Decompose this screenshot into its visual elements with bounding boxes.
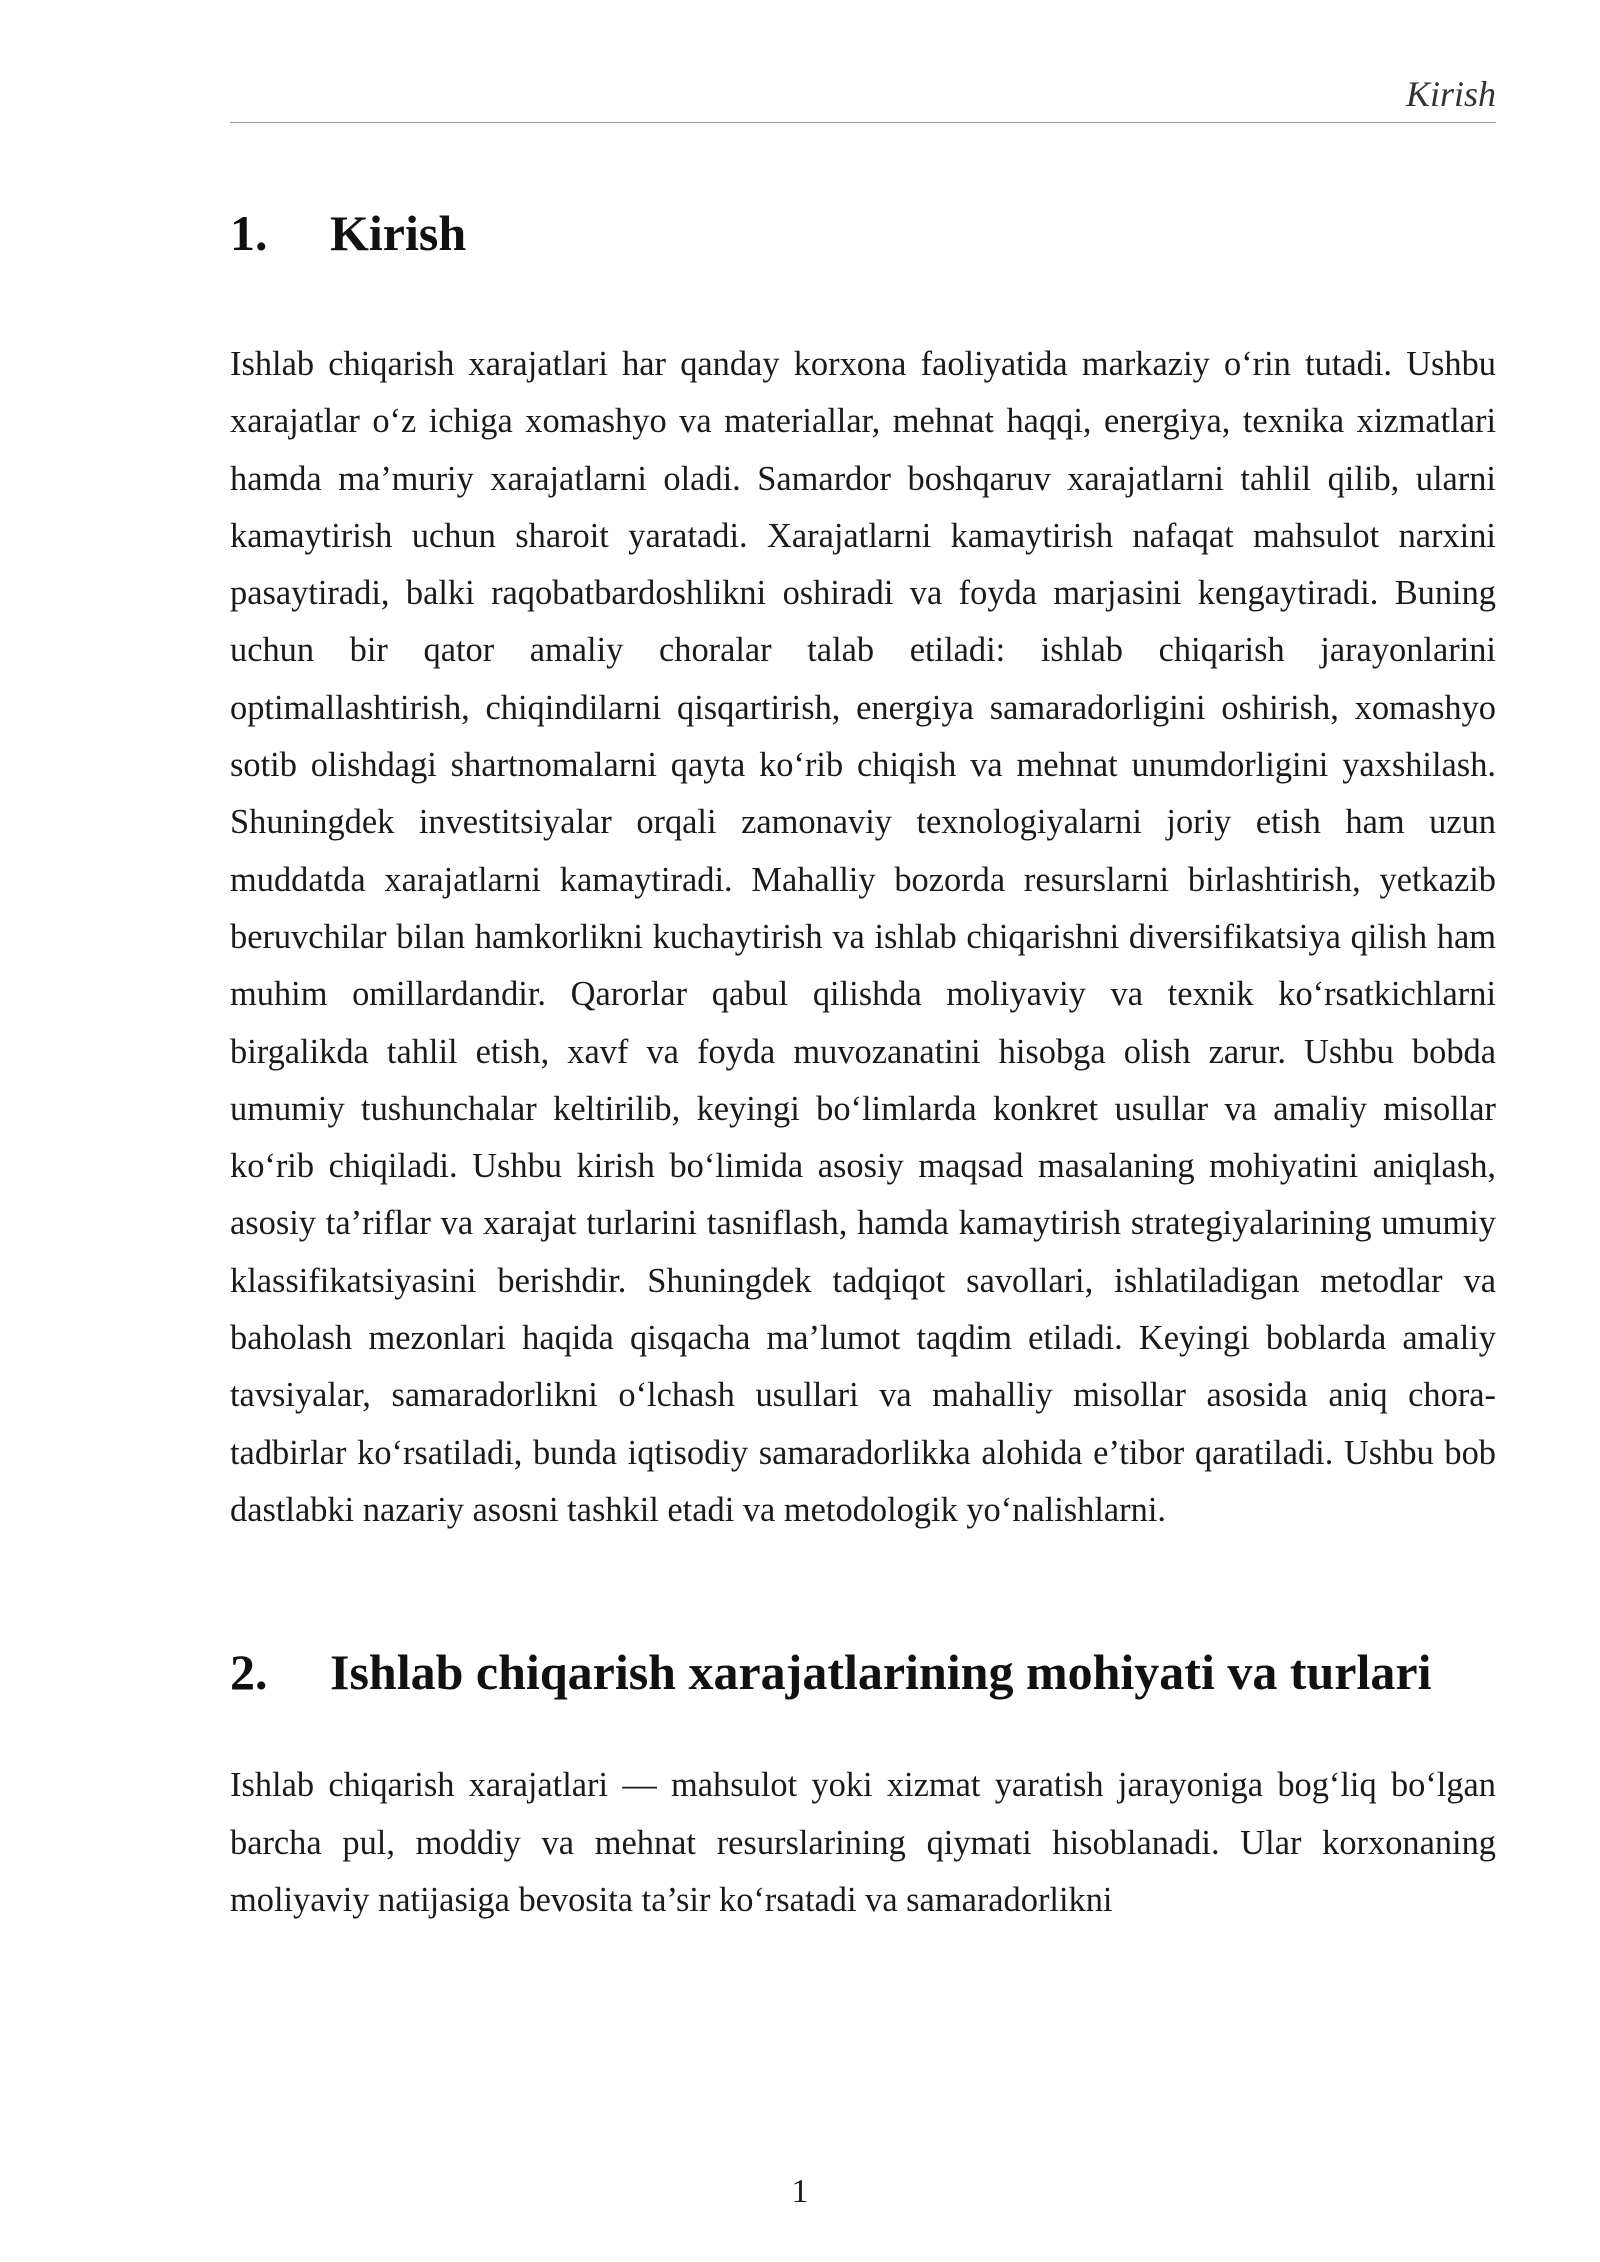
section-title: Kirish [330, 205, 467, 261]
header-rule [230, 122, 1496, 123]
page-content [230, 190, 1496, 1929]
body-paragraph: Ishlab chiqarish xarajatlari — mahsulot yoki xizmat yaratish jarayoniga bog‘liq bo‘lgan barcha pul, moddiy va mehnat resurslarining qiymati hisoblanadi. Ular korxonaning moliyaviy natijasiga bevosita ta’sir ko‘rsatadi va samaradorlikni [230, 1766, 1496, 1919]
section-number: 2. [230, 1644, 268, 1701]
running-header: Kirish [1405, 74, 1496, 114]
section-number: 1. [230, 205, 268, 261]
body-paragraph: Ishlab chiqarish xarajatlari har qanday korxona faoliyatida markaziy o‘rin tutadi. Ushbu xarajatlar o‘z ichiga xomashyo va materiallar, mehnat haqqi, energiya, texnika xizmatlari hamda ma’muriy xarajatlarni oladi. Samardor boshqaruv xarajatlarni tahlil qilib, ularni kamaytirish uchun sharoit yaratadi. Xarajatlarni kamaytirish nafaqat mahsulot narxini pasaytiradi, balki raqobatbardoshlikni oshiradi va foyda marjasini kengaytiradi. Buning uchun bir qator amaliy choralar talab etiladi: ishlab chiqarish jarayonlarini optimallashtirish, chiqindilarni qisqartirish, energiya samaradorligini oshirish, xomashyo sotib olishdagi shartnomalarni qayta ko‘rib chiqish va mehnat unumdorligini yaxshilash. Shuningdek investitsiyalar orqali zamonaviy texnologiyalarni joriy etish ham uzun muddatda xarajatlarni kamaytiradi. Mahalliy bozorda resurslarni birlashtirish, yetkazib beruvchilar bilan hamkorlikni kuchaytirish va ishlab chiqarishni diversifikatsiya qilish ham muhim omillardandir. Qarorlar qabul qilishda moliyaviy va texnik ko‘rsatkichlarni birgalikda tahlil etish, xavf va foyda muvozanatini hisobga olish zarur. Ushbu bobda umumiy tushunchalar keltirilib, keyingi bo‘limlarda konkret usullar va amaliy misollar ko‘rib chiqiladi. Ushbu kirish bo‘limida asosiy maqsad masalaning mohiyatini aniqlash, asosiy ta’riflar va xarajat turlarini tasniflash, hamda kamaytirish strategiyalarining umumiy klassifikatsiyasini berishdir. Shuningdek tadqiqot savollari, ishlatiladigan metodlar va baholash mezonlari haqida qisqacha ma’lumot taqdim etiladi. Keyingi boblarda amaliy tavsiyalar, samaradorlikni o‘lchash usullari va mahalliy misollar asosida aniq chora-tadbirlar ko‘rsatiladi, bunda iqtisodiy samaradorlikka alohida e’tibor qaratiladi. Ushbu bob dastlabki nazariy asosni tashkil etadi va metodologik yo‘nalishlarni. [230, 345, 1496, 1529]
section-heading-2 [230, 1629, 1496, 1715]
section-title: Ishlab chiqarish xarajatlarining mohiyati va turlari [330, 1644, 1432, 1701]
page-number: 1 [791, 2173, 809, 2210]
section-heading-1 [230, 190, 1496, 276]
